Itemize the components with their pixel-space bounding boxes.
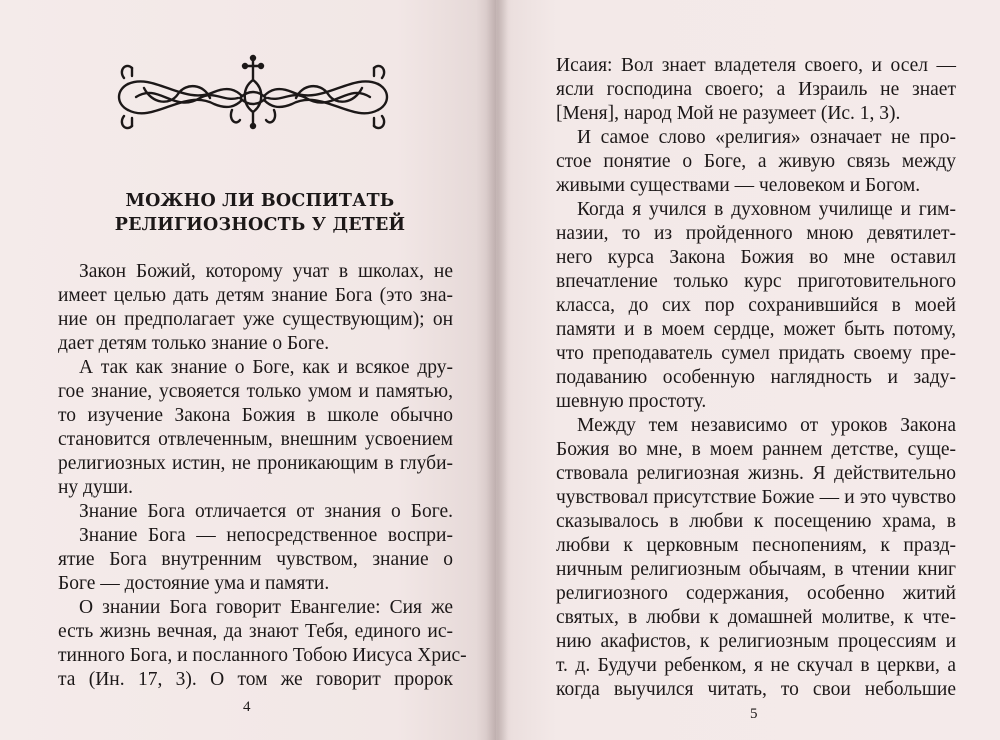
- text-line: И самое слово «религия» означает не про-: [577, 127, 956, 148]
- chapter-title-line-2: РЕЛИГИОЗНОСТЬ У ДЕТЕЙ: [114, 215, 406, 235]
- text-line: ствовала религиозная жизнь. Я действительно: [556, 463, 956, 484]
- text-line: [Меня], народ Мой не разумеет (Ис. 1, 3).: [556, 103, 901, 124]
- text-line: есть жизнь вечная, да знают Тебя, единого ис-: [58, 621, 453, 642]
- text-line: чувствовал присутствие Божие — и это чувство: [556, 487, 956, 508]
- text-line: гое знание, усвояется только умом и памятью,: [58, 381, 453, 402]
- text-line: него курса Закона Божия во мне оставил: [556, 247, 956, 268]
- text-line: когда выучился читать, то свои небольшие: [556, 679, 956, 700]
- text-line: то изучение Закона Божия в школе обычно: [58, 405, 453, 426]
- text-line: класса, до сих пор сохранившийся в моей: [556, 295, 956, 316]
- text-line: Между тем независимо от уроков Закона: [577, 415, 956, 436]
- text-line: памяти и в моем сердце, может быть потому,: [556, 319, 956, 340]
- celtic-knot-ornament-icon: [114, 54, 392, 138]
- text-line: Божия во мне, в моем раннем детстве, суще-: [556, 439, 956, 460]
- text-line: Знание Бога — непосредственное воспри-: [79, 525, 453, 546]
- text-line: дает детям только знание о Боге.: [58, 333, 330, 354]
- chapter-title-line-1: МОЖНО ЛИ ВОСПИТАТЬ: [125, 191, 395, 211]
- text-line: сказывалось в любви к посещению храма, в: [556, 511, 956, 532]
- page-number-right: 5: [750, 706, 758, 722]
- text-line: становится отвлеченным, внешним усвоением: [58, 429, 453, 450]
- text-line: ясли господина своего; а Израиль не знает: [556, 79, 956, 100]
- text-line: любви к церковным песнопениям, к празд-: [556, 535, 956, 556]
- page-number-left: 4: [243, 699, 251, 715]
- text-line: шевную простоту.: [556, 391, 707, 412]
- text-line: Знание Бога отличается от знания о Боге.: [79, 501, 453, 522]
- book-gutter: [486, 0, 508, 740]
- text-line: О знании Бога говорит Евангелие: Сия же: [79, 597, 453, 618]
- text-line: Боге — достояние ума и памяти.: [58, 573, 330, 594]
- text-line: имеет целью дать детям знание Бога (это зна-: [58, 285, 453, 306]
- text-line: впечатление только курс приготовительного: [556, 271, 956, 292]
- text-line: Закон Божий, которому учат в школах, не: [79, 261, 453, 282]
- text-line: Когда я учился в духовном училище и гим-: [577, 199, 956, 220]
- text-line: та (Ин. 17, 3). О том же говорит пророк: [58, 669, 453, 690]
- text-line: святых, в любви к домашней молитве, к чте-: [556, 607, 956, 628]
- text-line: Исаия: Вол знает владетеля своего, и осел —: [556, 55, 956, 76]
- text-line: религиозных истин, не проникающим в глуби-: [58, 453, 453, 474]
- text-line: религиозного содержания, особенно житий: [556, 583, 956, 604]
- text-line: ятие Бога внутренним чувством, знание о: [58, 549, 453, 570]
- text-line: ничным религиозным обычаям, в чтении книг: [556, 559, 956, 580]
- text-line: т. д. Будучи ребенком, я не скучал в церкви, а: [556, 655, 956, 676]
- text-line: ну души.: [58, 477, 134, 498]
- text-line: подаванию особенную наглядность и заду-: [556, 367, 956, 388]
- text-line: живыми существами — человеком и Богом.: [556, 175, 921, 196]
- text-line: назии, то из пройденного мною девятилет-: [556, 223, 956, 244]
- text-line: что преподаватель сумел придать своему пре-: [556, 343, 956, 364]
- text-line: тинного Бога, и посланного Тобою Иисуса Хрис-: [58, 645, 467, 666]
- text-line: А так как знание о Боге, как и всякое дру-: [79, 357, 453, 378]
- text-line: стое понятие о Боге, а живую связь между: [556, 151, 956, 172]
- text-line: ние он предполагает уже существующим); он: [58, 309, 453, 330]
- text-line: нию акафистов, к религиозным процессиям и: [556, 631, 956, 652]
